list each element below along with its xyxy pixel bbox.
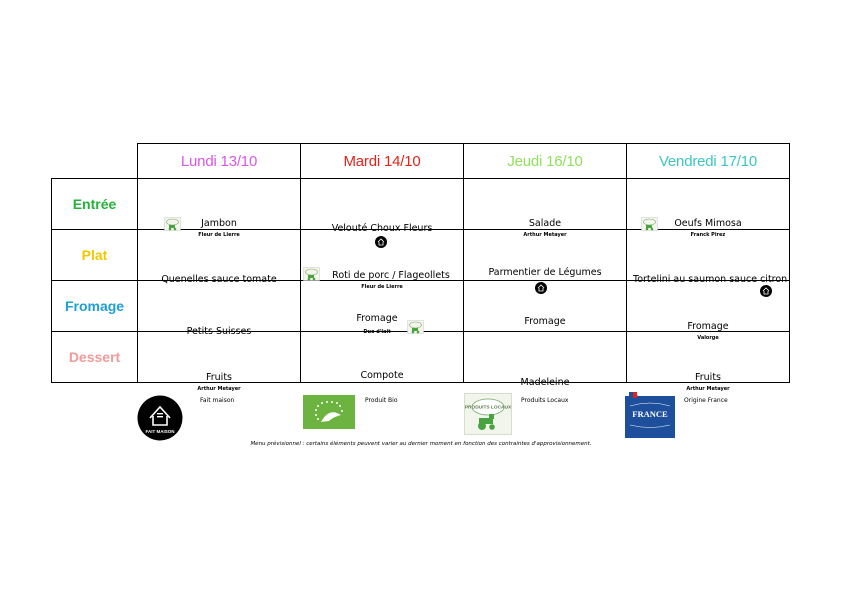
day-header-vendredi: Vendredi 17/10	[627, 144, 790, 179]
menu-cell	[627, 179, 790, 238]
origine-france-icon	[625, 392, 675, 438]
menu-cell	[464, 281, 627, 332]
table-row	[52, 179, 790, 230]
legend-fait-maison: Fait maison	[200, 397, 235, 404]
course-label-fromage: Fromage	[52, 281, 138, 332]
dish-name: Salade	[528, 218, 562, 229]
course-label-dessert: Dessert	[52, 332, 138, 383]
course-label-plat: Plat	[52, 230, 138, 281]
day-header-jeudi: Jeudi 16/10	[464, 144, 627, 179]
dish-name: Quenelles sauce tomate	[161, 274, 277, 285]
day-header-mardi: Mardi 14/10	[301, 144, 464, 179]
menu-cell	[301, 281, 464, 335]
dish-name: Fromage	[687, 321, 729, 332]
table-row	[52, 230, 790, 281]
disclaimer-note: Menu prévisionnel : certains éléments peuvent varier au dernier moment en fonction des contraintes d'approvisionnement.	[250, 441, 592, 447]
menu-cell	[627, 332, 790, 392]
dish-name: Roti de porc / Flageollets	[332, 270, 450, 281]
supplier-name: Fleur de Lierre	[361, 284, 403, 290]
legend-produit-bio: Produit Bio	[365, 397, 398, 404]
produits-locaux-icon	[303, 267, 320, 281]
menu-cell	[301, 179, 464, 234]
dish-name: Fruits	[694, 372, 721, 383]
dish-name: Velouté Choux Fleurs	[331, 223, 433, 234]
menu-table	[51, 143, 790, 392]
menu-cell	[138, 179, 301, 238]
supplier-name: Franck Pirez	[690, 232, 726, 238]
produits-locaux-logo-text: PRODUITS LOCAUX	[464, 405, 512, 411]
menu-cell	[301, 332, 464, 383]
dish-name: Tortelini au saumon sauce citron	[633, 274, 788, 285]
menu-cell	[301, 230, 464, 290]
fait-maison-icon	[137, 395, 183, 441]
table-row	[52, 332, 790, 383]
supplier-name: Arthur Metayer	[686, 386, 730, 392]
origine-france-logo-text: FRANCE	[632, 409, 668, 419]
dish-name: Oeufs Mimosa	[674, 218, 742, 229]
dish-name: Petits Suisses	[186, 326, 252, 337]
corner-cell	[52, 144, 138, 179]
table-row	[52, 281, 790, 332]
supplier-name: Arthur Metayer	[523, 232, 567, 238]
course-label-entree: Entrée	[52, 179, 138, 230]
dish-name: Jambon	[201, 218, 237, 229]
produit-bio-icon	[303, 395, 355, 429]
menu-cell	[627, 281, 790, 341]
supplier-name: Arthur Metayer	[197, 386, 241, 392]
dish-name: Fromage	[356, 313, 398, 324]
supplier-name: Fleur de Lierre	[198, 232, 240, 238]
menu-cell	[627, 230, 790, 285]
dish-name: Fruits	[205, 372, 232, 383]
menu-cell	[138, 332, 301, 392]
dish-name: Compote	[360, 370, 404, 381]
dish-name: Fromage	[524, 316, 566, 327]
day-header-lundi: Lundi 13/10	[138, 144, 301, 179]
dish-name: Madeleine	[520, 377, 570, 388]
menu-cell	[464, 332, 627, 388]
produits-locaux-icon	[464, 393, 512, 435]
menu-cell	[464, 230, 627, 281]
fait-maison-logo-text: FAIT MAISON	[145, 429, 175, 434]
dish-name: Parmentier de Légumes	[488, 267, 602, 278]
supplier-name: Valorge	[697, 335, 719, 341]
menu-cell	[138, 281, 301, 337]
legend-produits-locaux: Produits Locaux	[521, 397, 569, 404]
supplier-name: Duo d'lait	[363, 329, 391, 335]
menu-cell	[464, 179, 627, 238]
legend-origine-france: Origine France	[684, 397, 728, 404]
days-header-row	[52, 144, 790, 179]
menu-cell	[138, 230, 301, 285]
